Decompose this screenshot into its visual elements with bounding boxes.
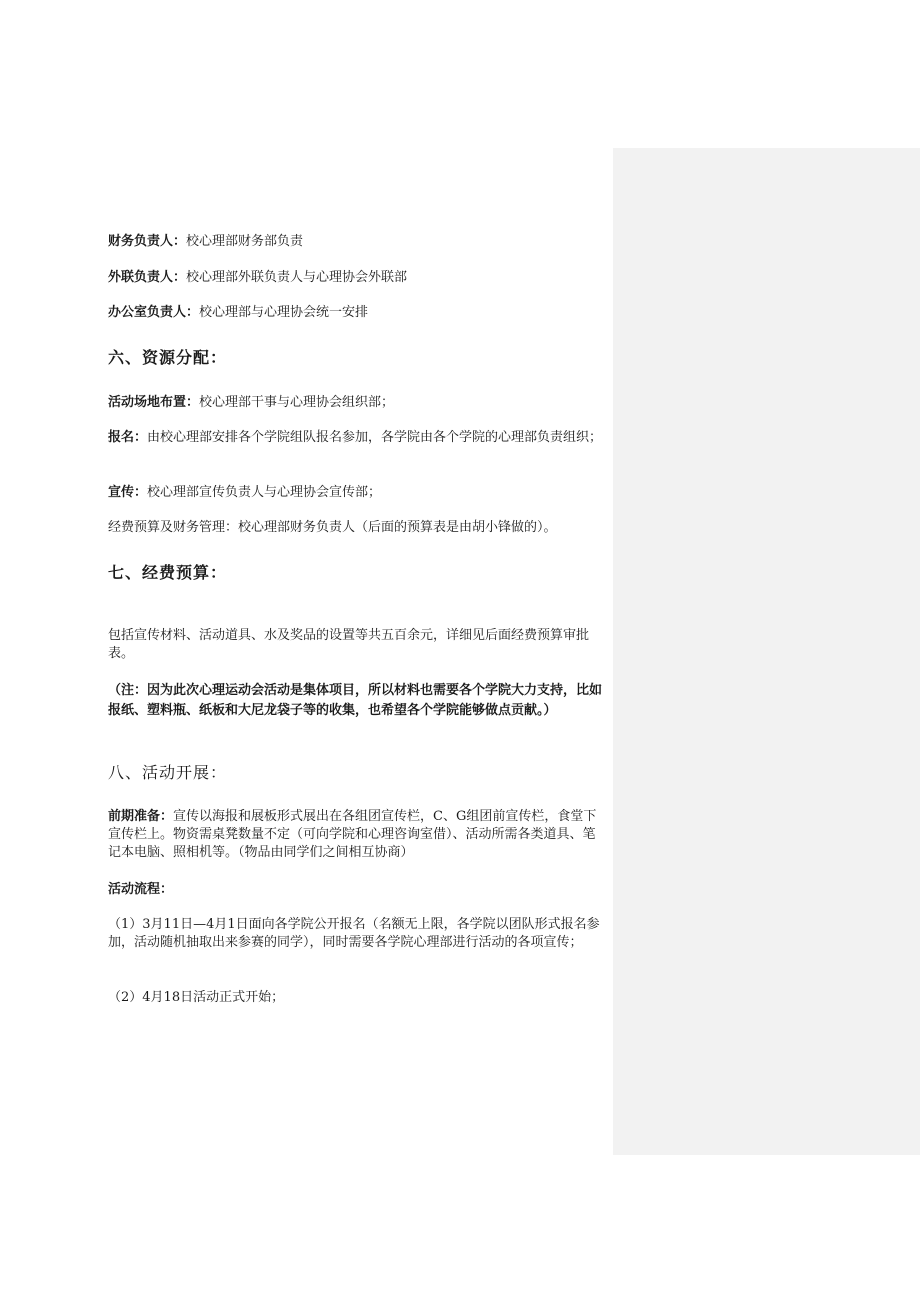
office-text: 校心理部与心理协会统一安排	[199, 305, 369, 320]
venue-line	[108, 394, 608, 412]
prep-label: 前期准备：	[108, 809, 174, 824]
publicity-line	[108, 484, 608, 502]
office-label: 办公室负责人：	[108, 305, 200, 320]
finance-text: 校心理部财务部负责	[186, 234, 304, 249]
signup-para	[108, 429, 608, 447]
liaison-line	[108, 269, 608, 287]
publicity-text: 校心理部宣传负责人与心理协会宣传部；	[147, 485, 382, 500]
step2-line: （2）4月18日活动正式开始；	[108, 990, 285, 1005]
office-line	[108, 304, 608, 322]
finance-label: 财务负责人：	[108, 234, 187, 249]
prep-para	[108, 808, 608, 862]
section6-heading: 六、资源分配：	[108, 348, 228, 367]
section8-heading: 八、活动开展：	[108, 763, 228, 782]
note-para: （注：因为此次心理运动会活动是集体项目，所以材料也需要各个学院大力支持，比如报纸、塑料瓶、纸板和大尼龙袋子等的收集，也希望各个学院能够做点贡献。）	[108, 683, 603, 718]
venue-label: 活动场地布置：	[108, 395, 200, 410]
signup-label: 报名：	[108, 430, 148, 445]
flow-label: 活动流程：	[108, 882, 174, 897]
liaison-text: 校心理部外联负责人与心理协会外联部	[186, 270, 408, 285]
liaison-label: 外联负责人：	[108, 270, 187, 285]
prep-text: 宣传以海报和展板形式展出在各组团宣传栏，C、G组团前宣传栏，食堂下宣传栏上。物资需桌凳数量不定（可向学院和心理咨询室借）、活动所需各类道具、笔记本电脑、照相机等。（物品由同学们之间相互协商）	[108, 809, 597, 860]
section7-heading: 七、经费预算：	[108, 563, 228, 582]
step1-para: （1）3月11日—4月1日面向各学院公开报名（名额无上限，各学院以团队形式报名参加，活动随机抽取出来参赛的同学），同时需要各学院心理部进行活动的各项宣传；	[108, 917, 600, 950]
venue-text: 校心理部干事与心理协会组织部；	[199, 395, 395, 410]
publicity-label: 宣传：	[108, 485, 148, 500]
flow-line	[108, 881, 608, 899]
signup-text: 由校心理部安排各个学院组队报名参加，各学院由各个学院的心理部负责组织；	[147, 430, 603, 445]
finance-line	[108, 233, 608, 251]
budget-mgmt-line: 经费预算及财务管理：校心理部财务负责人（后面的预算表是由胡小锋做的）。	[108, 520, 557, 535]
comment-pane	[613, 148, 920, 1155]
budget-desc-para: 包括宣传材料、活动道具、水及奖品的设置等共五百余元，详细见后面经费预算审批表。	[108, 628, 590, 661]
